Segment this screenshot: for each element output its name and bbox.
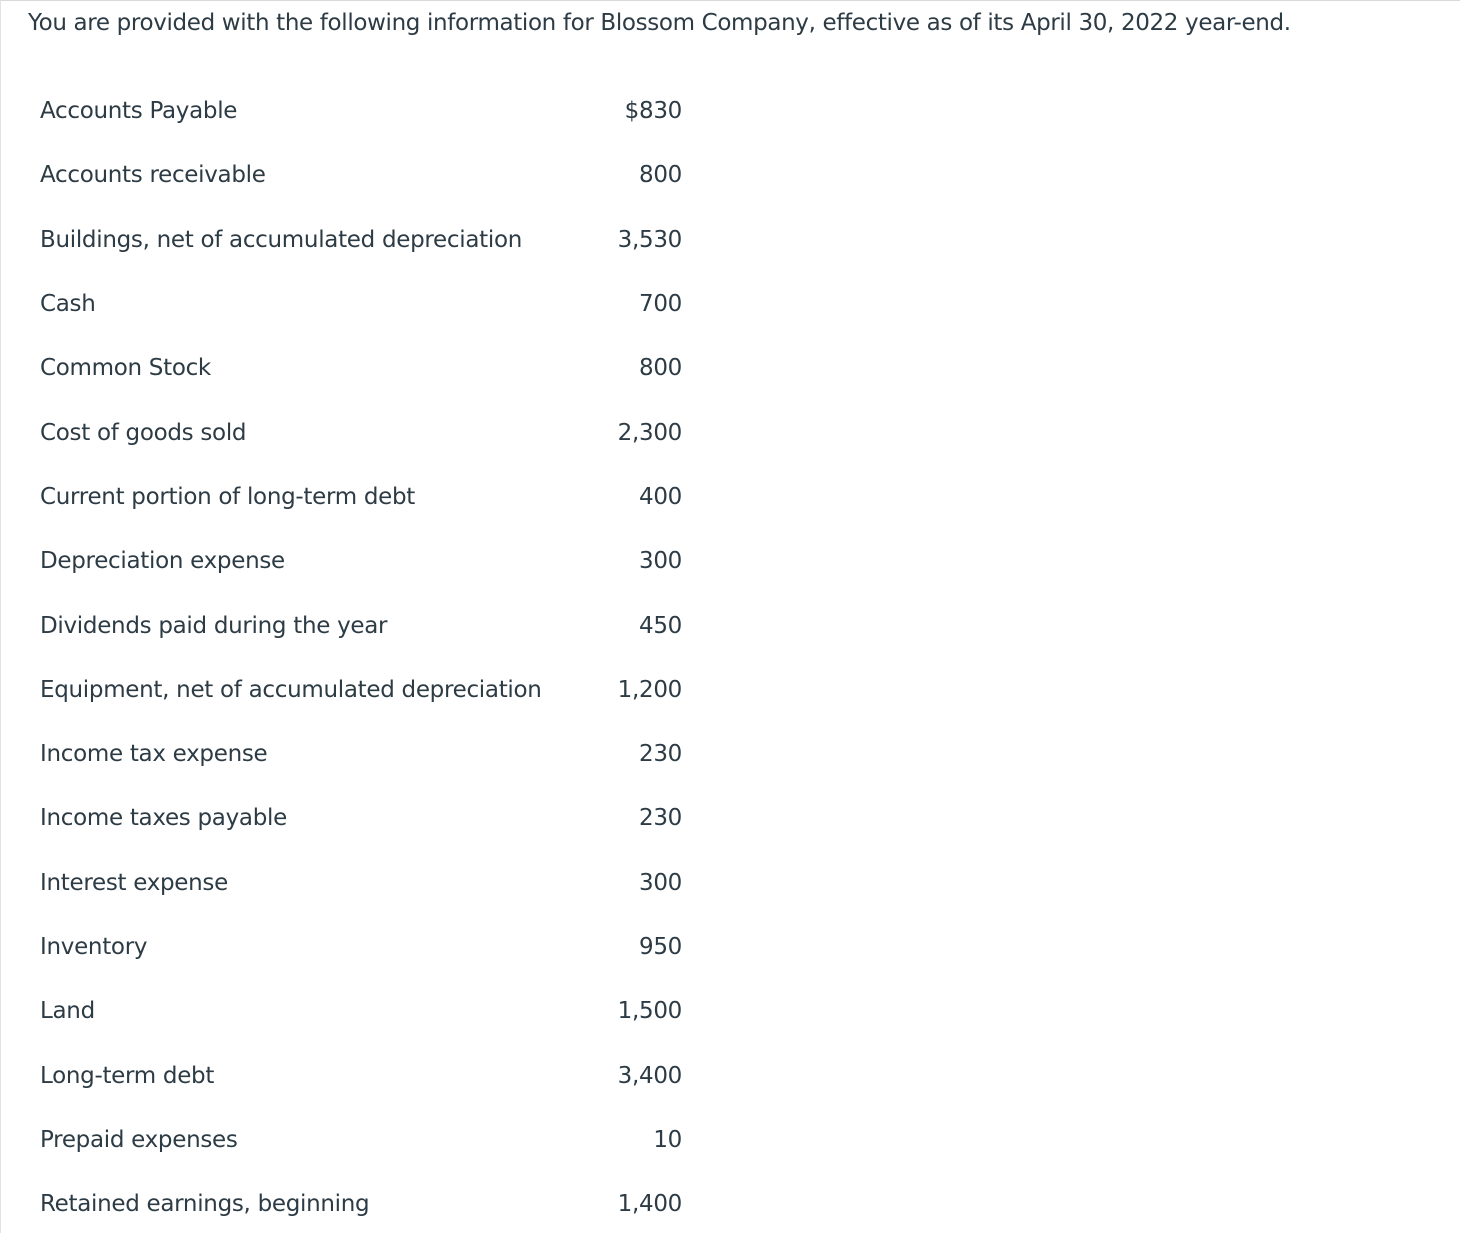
table-row bbox=[40, 722, 690, 786]
table-row bbox=[40, 143, 690, 207]
account-amount: 700 bbox=[639, 291, 682, 318]
account-label: Income tax expense bbox=[40, 741, 268, 768]
table-row bbox=[40, 1108, 690, 1172]
table-row bbox=[40, 979, 690, 1043]
account-label: Land bbox=[40, 998, 95, 1025]
left-divider bbox=[0, 0, 1, 1233]
account-amount: 1,200 bbox=[617, 676, 682, 703]
account-label: Common Stock bbox=[40, 355, 211, 382]
top-divider bbox=[0, 0, 1460, 1]
account-amount: 400 bbox=[639, 483, 682, 510]
account-label: Depreciation expense bbox=[40, 548, 285, 575]
table-row bbox=[40, 1043, 690, 1107]
table-row bbox=[40, 1172, 690, 1233]
account-amount: 450 bbox=[639, 612, 682, 639]
intro-text: You are provided with the following information for Blossom Company, effective as of its April 30, 2022 year-end. bbox=[28, 10, 1291, 36]
account-label: Accounts Payable bbox=[40, 98, 238, 125]
account-amount: 230 bbox=[639, 741, 682, 768]
account-amount: 3,400 bbox=[617, 1062, 682, 1089]
account-amount: 950 bbox=[639, 934, 682, 960]
account-amount: 3,530 bbox=[617, 226, 682, 253]
table-row bbox=[40, 915, 690, 979]
table-row bbox=[40, 336, 690, 400]
table-row bbox=[40, 593, 690, 657]
account-amount: 1,500 bbox=[617, 998, 682, 1025]
account-label: Prepaid expenses bbox=[40, 1126, 238, 1153]
table-row bbox=[40, 658, 690, 722]
table-row bbox=[40, 272, 690, 336]
account-label: Interest expense bbox=[40, 869, 228, 896]
table-row bbox=[40, 465, 690, 529]
table-row bbox=[40, 529, 690, 593]
account-label: Current portion of long-term debt bbox=[40, 483, 416, 510]
account-label: Cash bbox=[40, 291, 96, 318]
account-balances-table bbox=[40, 79, 690, 1233]
account-amount: 800 bbox=[639, 355, 682, 382]
table-row bbox=[40, 851, 690, 915]
account-label: Inventory bbox=[40, 934, 148, 960]
account-label: Dividends paid during the year bbox=[40, 612, 388, 639]
account-label: Equipment, net of accumulated depreciation bbox=[40, 676, 542, 703]
account-amount: $830 bbox=[624, 98, 682, 125]
table-row bbox=[40, 208, 690, 272]
account-label: Income taxes payable bbox=[40, 805, 287, 832]
account-label: Accounts receivable bbox=[40, 162, 266, 189]
account-label: Cost of goods sold bbox=[40, 419, 247, 446]
account-amount: 300 bbox=[639, 548, 682, 575]
account-amount: 800 bbox=[639, 162, 682, 189]
table-row bbox=[40, 400, 690, 464]
account-amount: 230 bbox=[639, 805, 682, 832]
account-amount: 10 bbox=[653, 1126, 682, 1153]
account-amount: 1,400 bbox=[617, 1191, 682, 1218]
table-row bbox=[40, 79, 690, 143]
account-amount: 300 bbox=[639, 869, 682, 896]
table-row bbox=[40, 786, 690, 850]
account-amount: 2,300 bbox=[617, 419, 682, 446]
account-label: Buildings, net of accumulated depreciation bbox=[40, 226, 522, 253]
account-label: Retained earnings, beginning bbox=[40, 1191, 370, 1218]
account-label: Long-term debt bbox=[40, 1062, 215, 1089]
